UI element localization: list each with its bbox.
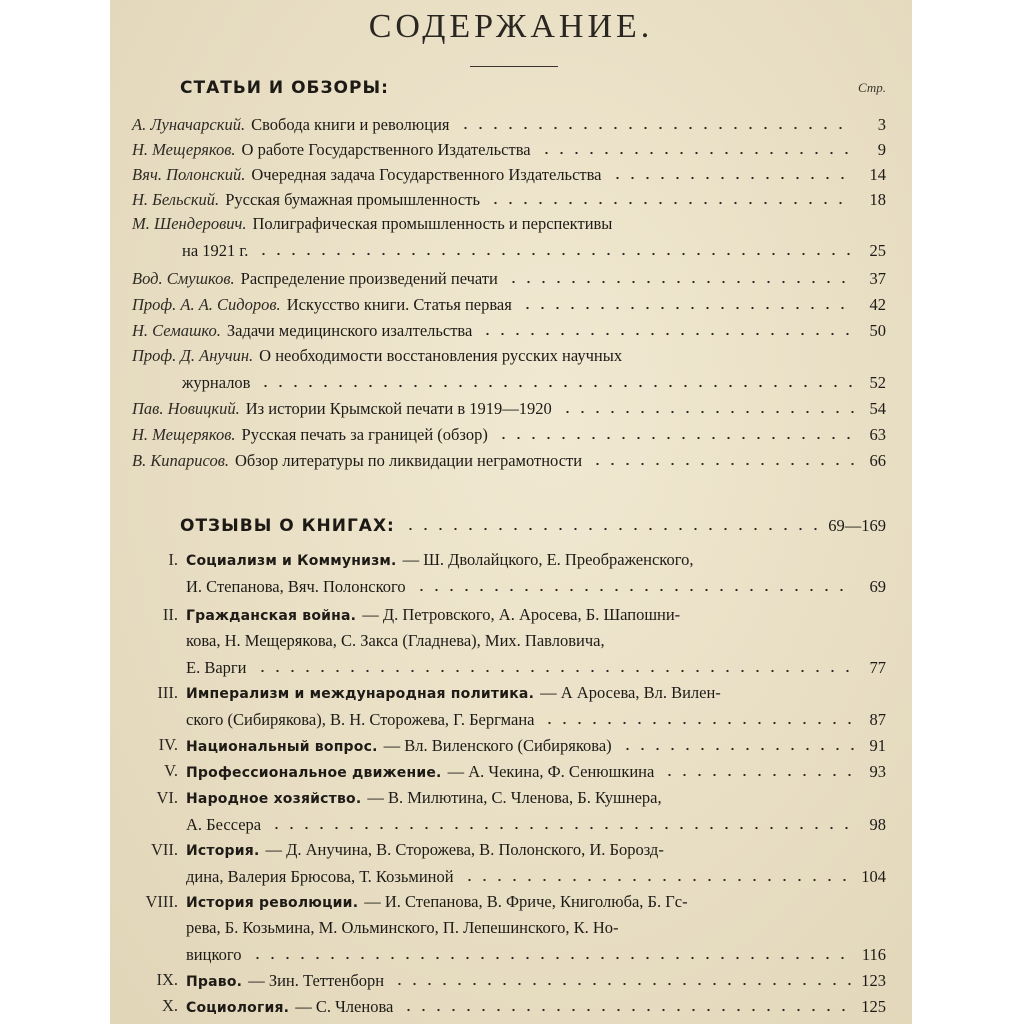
entry-title: Распределение произведений печати [240, 269, 498, 288]
review-authors: — С. Членова [295, 997, 394, 1016]
review-entry [186, 603, 886, 627]
dot-leader [662, 759, 854, 777]
dot-leader [539, 137, 854, 155]
review-entry [186, 994, 886, 1018]
entry-page: 63 [869, 425, 886, 444]
dot-leader [590, 448, 854, 466]
entry-author: Н. Мещеряков. [132, 425, 236, 444]
toc-entry [132, 266, 886, 290]
entry-title: Обзор литературы по ликвидации неграмотности [235, 451, 583, 470]
review-entry [186, 681, 886, 705]
review-authors: — Д. Анучина, В. Сторожева, В. Полонского, И. Борозд- [265, 840, 664, 859]
dot-leader [401, 994, 851, 1012]
review-page: 93 [869, 762, 886, 781]
review-authors: И. Степанова, Вяч. Полонского [186, 577, 406, 596]
entry-author: В. Кипарисов. [132, 451, 229, 470]
review-page: 123 [861, 971, 886, 990]
entry-title: Свобода книги и революция [251, 115, 450, 134]
toc-entry-continuation [182, 370, 886, 394]
entry-title: О работе Государственного Издательства [241, 140, 531, 159]
review-entry-continuation [186, 864, 886, 888]
entry-title: журналов [182, 373, 251, 392]
review-category: Социология. [186, 1000, 290, 1016]
review-authors: — Зин. Теттенборн [248, 971, 385, 990]
dot-leader [520, 292, 854, 310]
review-number: IX. [156, 970, 178, 989]
review-authors: кова, Н. Мещерякова, С. Закса (Гладнева), Мих. Павловича, [186, 631, 605, 650]
review-number: V. [164, 761, 178, 780]
toc-entry [132, 396, 886, 420]
review-category: Народное хозяйство. [186, 791, 362, 807]
dot-leader [506, 266, 854, 284]
dot-leader [620, 733, 854, 751]
review-entry [186, 968, 886, 992]
review-page: 91 [869, 736, 886, 755]
toc-entry [132, 422, 886, 446]
entry-author: А. Луначарский. [132, 115, 246, 134]
toc-entry [132, 187, 886, 211]
review-authors: — В. Милютина, С. Членова, Б. Кушнера, [367, 788, 662, 807]
review-entry-continuation [186, 707, 886, 731]
dot-leader [269, 812, 854, 830]
review-entry [186, 786, 886, 810]
page-column-label: Стр. [858, 80, 886, 95]
dot-leader [414, 574, 854, 592]
dot-leader [542, 707, 854, 725]
review-category: Гражданская война. [186, 608, 357, 624]
dot-leader [488, 187, 854, 205]
entry-page: 66 [869, 451, 886, 470]
title-divider [470, 66, 558, 67]
entry-author: Вяч. Полонский. [132, 165, 246, 184]
entry-title: Из истории Крымской печати в 1919—1920 [245, 399, 552, 418]
review-entry [186, 838, 886, 862]
review-page: 98 [869, 815, 886, 834]
entry-author: Н. Бельский. [132, 190, 220, 209]
scan-margin-right [912, 0, 1024, 1024]
toc-entry [132, 344, 886, 368]
scan-margin-left [0, 0, 110, 1024]
toc-entry [132, 137, 886, 161]
entry-page: 18 [869, 190, 886, 209]
review-authors: ского (Сибирякова), В. Н. Сторожева, Г. Бергмана [186, 710, 535, 729]
review-entry-continuation [186, 942, 886, 966]
toc-entry [132, 212, 886, 236]
entry-title: Задачи медицинского изалтельства [226, 321, 473, 340]
dot-leader [610, 162, 854, 180]
page-title: СОДЕРЖАНИЕ. [368, 8, 654, 45]
reviews-heading: ОТЗЫВЫ О КНИГАХ: [180, 516, 395, 536]
dot-leader [480, 318, 854, 336]
review-entry-continuation [186, 574, 886, 598]
entry-title: О необходимости восстановления русских научных [259, 346, 623, 365]
toc-entry [132, 112, 886, 136]
dot-leader [256, 238, 854, 256]
entry-page: 37 [869, 269, 886, 288]
entry-author: М. Шендерович. [132, 214, 247, 233]
review-entry-continuation [186, 629, 886, 653]
review-category: Национальный вопрос. [186, 739, 378, 755]
review-page: 77 [869, 658, 886, 677]
review-authors: рева, Б. Козьмина, М. Ольминского, П. Лепешинского, К. Но- [186, 918, 619, 937]
dot-leader [403, 513, 818, 531]
review-entry [186, 548, 886, 572]
review-number: X. [161, 996, 178, 1015]
review-page: 69 [869, 577, 886, 596]
entry-author: Проф. Д. Анучин. [132, 346, 254, 365]
review-authors: — И. Степанова, В. Фриче, Книголюба, Б. Гс- [364, 892, 688, 911]
entry-title: Очередная задача Государственного Издательства [251, 165, 602, 184]
entry-title: Искусство книги. Статья первая [286, 295, 512, 314]
review-authors: — Ш. Дволайцкого, Е. Преображенского, [402, 550, 694, 569]
review-authors: А. Бессера [186, 815, 262, 834]
entry-author: Проф. А. А. Сидоров. [132, 295, 281, 314]
entry-page: 52 [869, 373, 886, 392]
review-entry [186, 733, 886, 757]
toc-entry [132, 162, 886, 186]
reviews-heading-row [180, 513, 886, 537]
review-entry [186, 759, 886, 783]
dot-leader [255, 655, 854, 673]
review-entry-continuation [186, 916, 886, 940]
review-page: 125 [861, 997, 886, 1016]
entry-page: 50 [869, 321, 886, 340]
articles-heading: СТАТЬИ И ОБЗОРЫ: [180, 78, 389, 98]
review-authors: Е. Варги [186, 658, 247, 677]
entry-title: Полиграфическая промышленность и перспективы [252, 214, 613, 233]
review-authors: дина, Валерия Брюсова, Т. Козьминой [186, 867, 454, 886]
review-entry-continuation [186, 655, 886, 679]
review-category: Имперализм и международная политика. [186, 686, 535, 702]
review-authors: — А. Чекина, Ф. Сенюшкина [447, 762, 655, 781]
entry-author: Пав. Новицкий. [132, 399, 240, 418]
review-page: 87 [869, 710, 886, 729]
entry-author: Н. Мещеряков. [132, 140, 236, 159]
review-authors: — А Аросева, Вл. Вилен- [540, 683, 721, 702]
book-page [110, 0, 912, 1024]
toc-entry [132, 448, 886, 472]
entry-title: Русская бумажная промышленность [225, 190, 480, 209]
entry-author: Н. Семашко. [132, 321, 221, 340]
review-number: VIII. [145, 892, 178, 911]
dot-leader [458, 112, 855, 130]
entry-page: 14 [869, 165, 886, 184]
review-category: Социализм и Коммунизм. [186, 553, 397, 569]
entry-page: 25 [869, 241, 886, 260]
review-page: 116 [861, 945, 886, 964]
review-category: Профессиональное движение. [186, 765, 442, 781]
review-number: IV. [158, 735, 178, 754]
review-number: III. [157, 683, 178, 702]
review-category: История. [186, 843, 260, 859]
dot-leader [560, 396, 854, 414]
toc-entry [132, 292, 886, 316]
dot-leader [258, 370, 854, 388]
review-authors: — Вл. Виленского (Сибирякова) [383, 736, 612, 755]
entry-page: 9 [877, 140, 886, 159]
review-category: История революции. [186, 895, 359, 911]
review-authors: вицкого [186, 945, 242, 964]
reviews-page-range: 69—169 [828, 516, 886, 535]
entry-page: 42 [869, 295, 886, 314]
review-category: Право. [186, 974, 243, 990]
entry-page: 3 [877, 115, 886, 134]
entry-author: Вод. Смушков. [132, 269, 235, 288]
entry-title: на 1921 г. [182, 241, 249, 260]
review-page: 104 [861, 867, 886, 886]
review-number: VII. [150, 840, 178, 859]
review-authors: — Д. Петровского, А. Аросева, Б. Шапошни- [362, 605, 681, 624]
entry-title: Русская печать за границей (обзор) [241, 425, 488, 444]
dot-leader [462, 864, 852, 882]
entry-page: 54 [869, 399, 886, 418]
review-number: II. [162, 605, 178, 624]
review-number: VI. [156, 788, 178, 807]
review-entry [186, 890, 886, 914]
dot-leader [250, 942, 852, 960]
dot-leader [496, 422, 854, 440]
toc-entry-continuation [182, 238, 886, 262]
dot-leader [392, 968, 851, 986]
review-entry-continuation [186, 812, 886, 836]
toc-entry [132, 318, 886, 342]
review-number: I. [168, 550, 178, 569]
